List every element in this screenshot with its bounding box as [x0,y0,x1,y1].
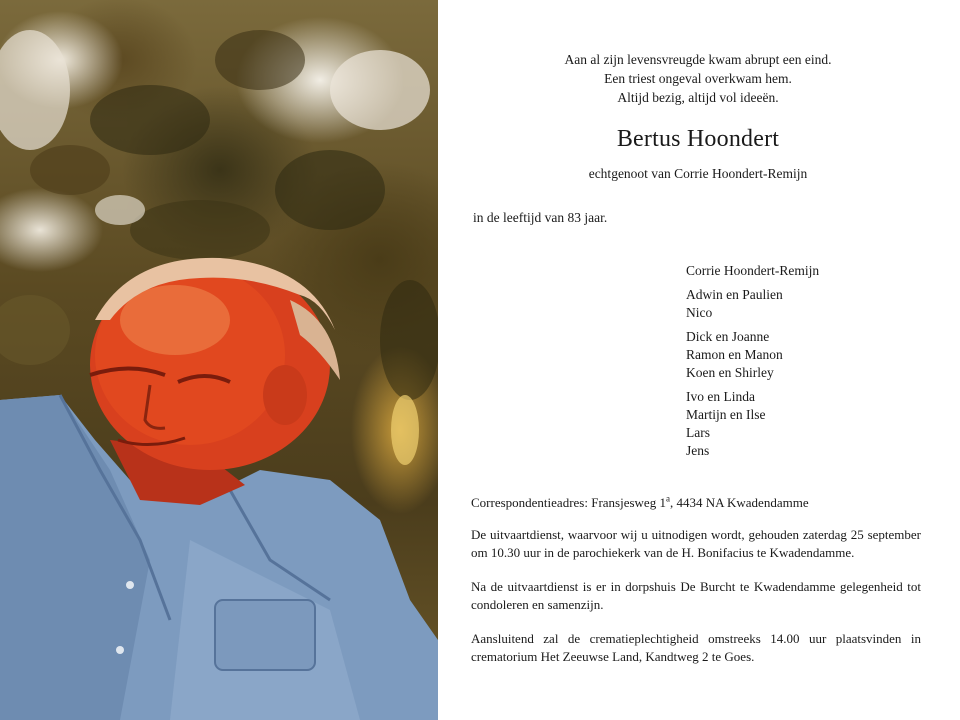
verse-line: Een triest ongeval overkwam hem. [604,71,792,86]
family-member: Lars [686,425,710,440]
family-group [686,388,819,460]
deceased-name: Bertus Hoondert [616,126,780,152]
condolence-paragraph: Na de uitvaartdienst is er in dorpshuis De Burcht te Kwadendamme gelegenheid tot condoleren en samenzijn. [471,579,921,612]
spouse-line: echtgenoot van Corrie Hoondert-Remijn [588,166,808,181]
verse-line: Aan al zijn levensvreugde kwam abrupt een eind. [564,52,832,67]
family-group [686,286,819,322]
portrait-illustration [0,0,438,720]
family-list [686,262,819,466]
cremation-paragraph: Aansluitend zal de crematieplechtigheid omstreeks 14.00 uur plaatsvinden in crematorium Het Zeeuwse Land, Kandtweg 2 te Goes. [471,631,921,664]
family-member: Martijn en Ilse [686,407,766,422]
address-superscript: a [665,493,670,504]
verse-line: Altijd bezig, altijd vol ideeën. [617,90,779,105]
address-prefix: Correspondentieadres: Fransjesweg 1 [471,495,666,510]
family-member: Adwin en Paulien [686,287,783,302]
family-member: Ramon en Manon [686,347,783,362]
funeral-service-paragraph: De uitvaartdienst, waarvoor wij u uitnodigen wordt, gehouden zaterdag 25 september om 10.30 uur in de parochiekerk van de H. Bonifacius te Kwadendamme. [471,527,921,560]
address-suffix: , 4434 NA Kwadendamme [669,495,809,510]
family-group [686,328,819,382]
family-group [686,262,819,280]
service-details [471,494,921,682]
opening-verse [518,50,878,107]
age-line: in de leeftijd van 83 jaar. [473,210,608,225]
obituary-card [438,0,960,720]
family-member: Dick en Joanne [686,329,770,344]
portrait-photo [0,0,438,720]
family-member: Koen en Shirley [686,365,774,380]
correspondence-address [471,494,921,512]
family-member: Jens [686,443,710,458]
family-member: Nico [686,305,713,320]
family-member: Ivo en Linda [686,389,755,404]
family-member: Corrie Hoondert-Remijn [686,263,820,278]
